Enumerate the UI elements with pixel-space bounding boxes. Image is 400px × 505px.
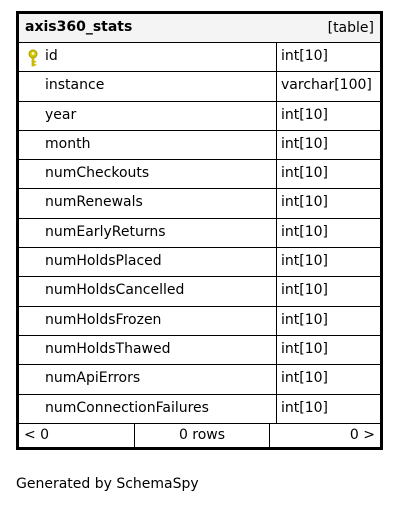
column-type: int[10] [281,399,328,416]
column-divider [276,219,277,247]
table-row [19,102,380,131]
column-type: int[10] [281,194,328,211]
table-kind-label: [table] [327,20,374,36]
column-divider [276,395,277,423]
column-divider [276,277,277,305]
column-type: int[10] [281,106,328,123]
column-list [19,43,380,424]
column-name: month [45,135,91,152]
column-name: numHoldsFrozen [45,311,162,328]
row-count-cell [135,424,270,447]
table-row [19,72,380,101]
column-divider [276,43,277,71]
table-row [19,307,380,336]
column-divider [276,72,277,100]
table-entity [16,11,383,450]
row-count: 0 rows [178,427,226,443]
column-type: int[10] [281,340,328,357]
column-divider [276,131,277,159]
table-row [19,336,380,365]
table-row [19,43,380,72]
table-header [19,14,380,43]
column-type: int[10] [281,282,328,299]
column-name: instance [45,77,105,94]
column-type: int[10] [281,370,328,387]
column-name: numApiErrors [45,370,141,387]
table-row [19,395,380,424]
table-row [19,160,380,189]
column-type: int[10] [281,48,328,64]
table-row [19,219,380,248]
column-divider [276,336,277,364]
table-row [19,189,380,218]
column-name: id [45,48,58,64]
column-type: int[10] [281,223,328,240]
table-row [19,365,380,394]
column-name: numHoldsPlaced [45,253,162,270]
key-icon [27,49,39,67]
column-type: int[10] [281,311,328,328]
column-divider [276,102,277,130]
table-row [19,248,380,277]
parents-count-cell [19,424,135,447]
column-name: numConnectionFailures [45,399,209,416]
column-name: numRenewals [45,194,143,211]
column-type: varchar[100] [281,77,372,94]
column-name: numHoldsThawed [45,340,171,357]
column-divider [276,189,277,217]
column-type: int[10] [281,253,328,270]
column-name: numEarlyReturns [45,223,166,240]
table-row [19,277,380,306]
table-row [19,131,380,160]
table-name: axis360_stats [25,19,133,35]
column-name: numHoldsCancelled [45,282,185,299]
generated-by-text: Generated by SchemaSpy [16,476,199,492]
column-type: int[10] [281,135,328,152]
column-name: numCheckouts [45,165,150,182]
column-divider [276,307,277,335]
column-divider [276,365,277,393]
children-count: 0 > [349,427,375,443]
parents-count: < 0 [24,427,50,443]
table-footer [19,423,380,447]
column-divider [276,248,277,276]
column-divider [276,160,277,188]
column-type: int[10] [281,165,328,182]
column-name: year [45,106,77,123]
children-count-cell [270,424,380,447]
